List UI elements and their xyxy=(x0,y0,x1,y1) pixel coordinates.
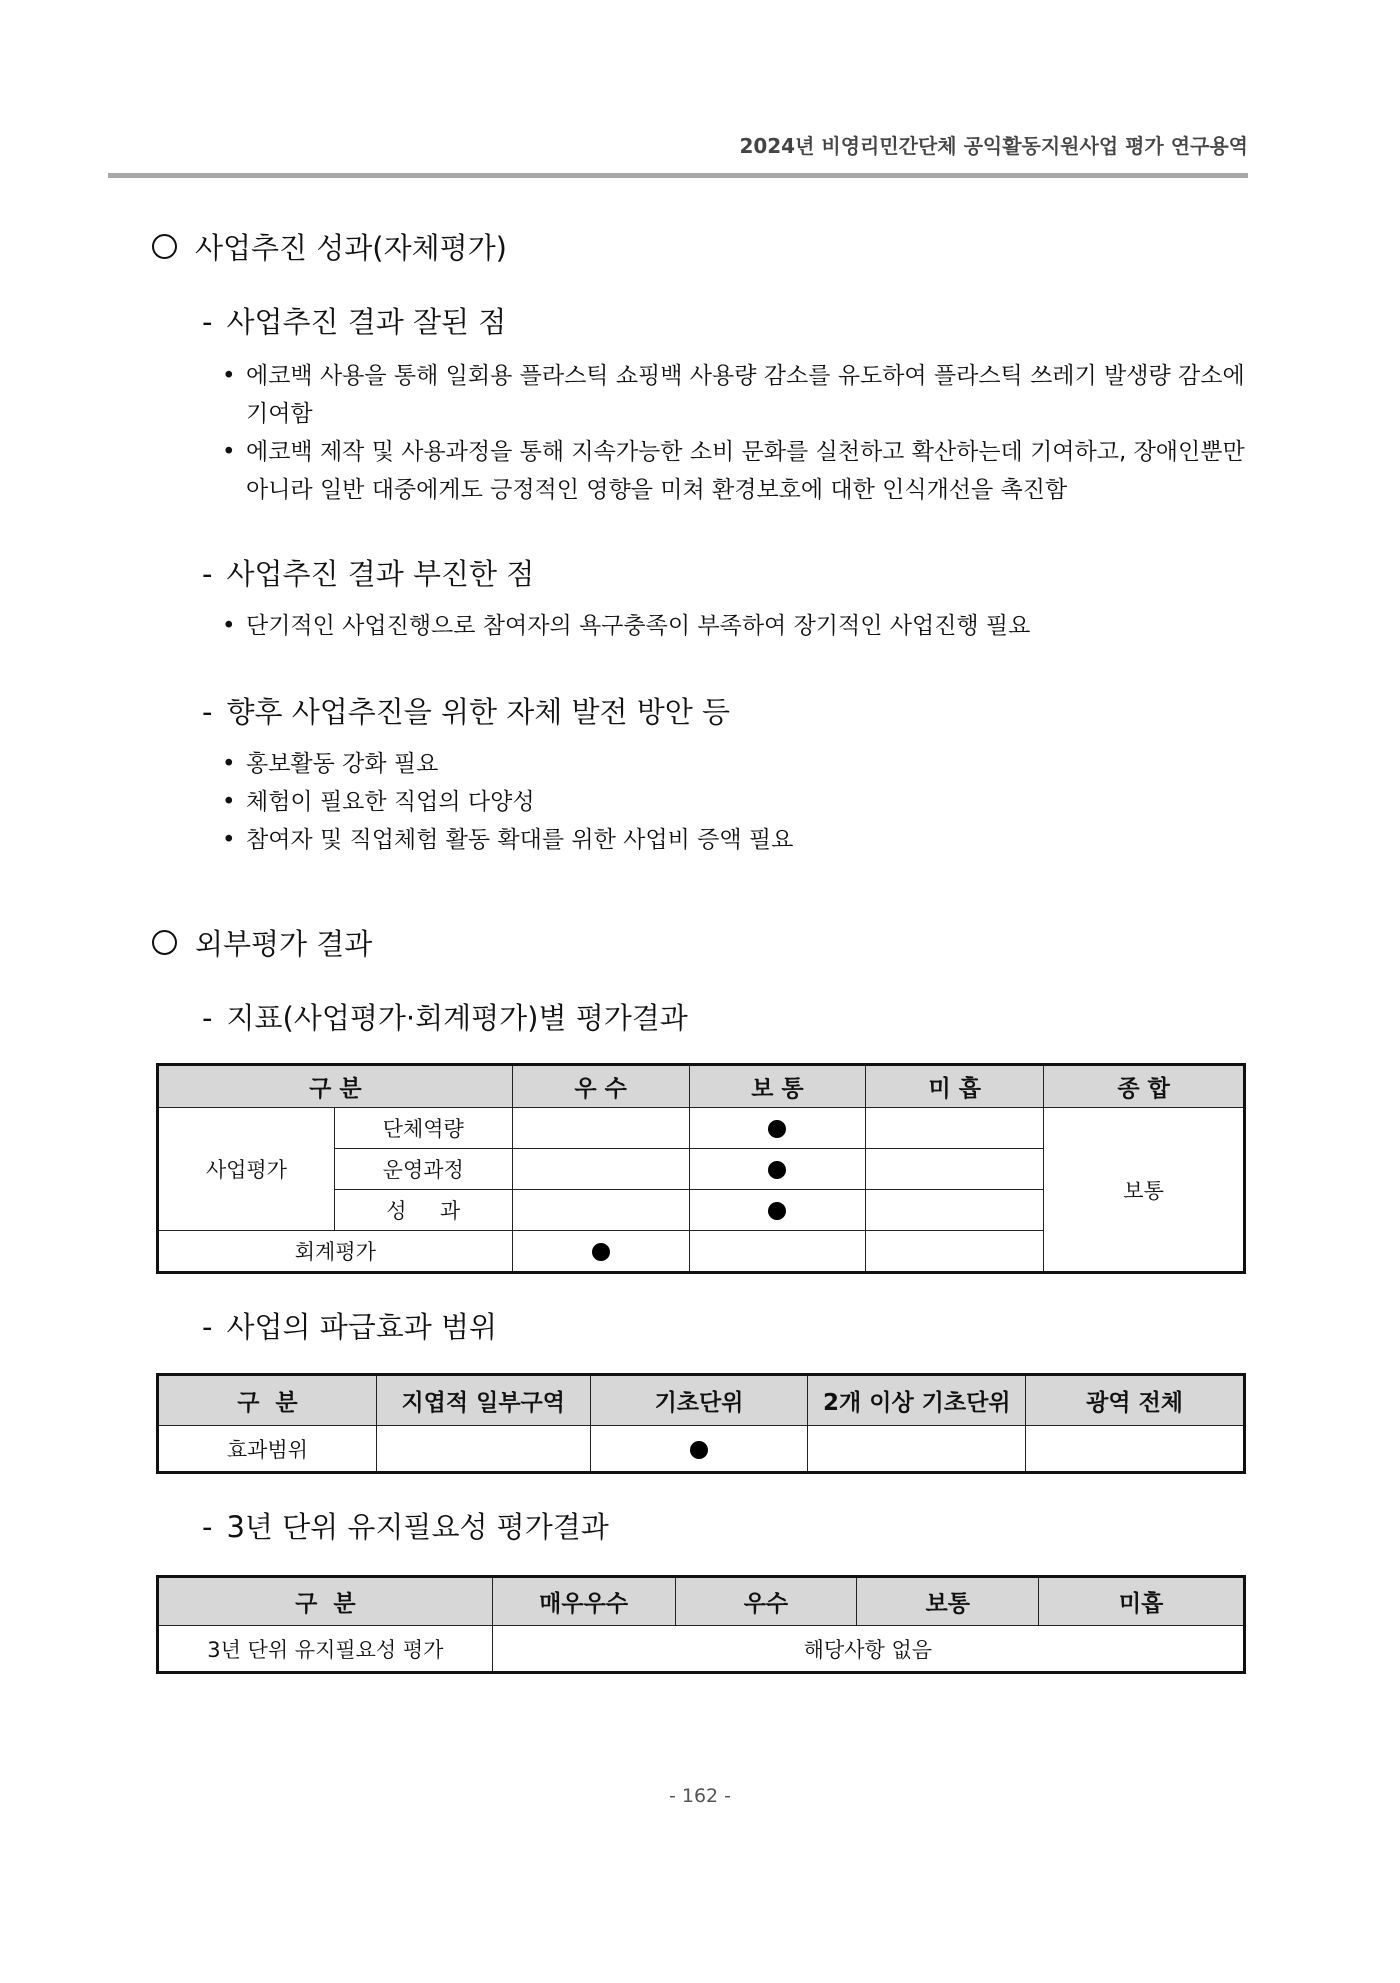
header-excellent: 우수 xyxy=(675,1578,857,1626)
header-category: 구 분 xyxy=(159,1376,377,1426)
header-normal: 보 통 xyxy=(689,1066,866,1108)
subheading-indicator-results xyxy=(202,996,688,1037)
bullet-icon: • xyxy=(222,363,236,389)
bullet-icon: • xyxy=(222,789,236,815)
section-title: 사업추진 성과(자체평가) xyxy=(195,231,507,265)
table-row xyxy=(159,1626,1244,1672)
subheading-maintenance-necessity xyxy=(202,1505,609,1546)
dash-marker: - xyxy=(202,695,213,729)
header-metropolitan: 광역 전체 xyxy=(1026,1376,1244,1426)
subheading-title: 사업추진 결과 부진한 점 xyxy=(226,557,535,591)
header-normal: 보통 xyxy=(857,1578,1039,1626)
header-category: 구 분 xyxy=(159,1578,493,1626)
cell-local-area xyxy=(376,1426,590,1472)
bullet-icon: • xyxy=(222,751,236,777)
list-item: • 참여자 및 직업체험 활동 확대를 위한 사업비 증액 필요 xyxy=(222,821,1262,859)
header-rule xyxy=(108,173,1248,178)
row-value: 해당사항 없음 xyxy=(492,1626,1243,1672)
cell-basic-unit xyxy=(590,1426,808,1472)
table-header-row xyxy=(159,1066,1244,1108)
maintenance-necessity-table xyxy=(158,1577,1244,1672)
cell-multi-basic-unit xyxy=(808,1426,1026,1472)
header-local-area: 지엽적 일부구역 xyxy=(376,1376,590,1426)
circle-bullet-icon xyxy=(152,234,177,259)
cell-normal xyxy=(689,1108,866,1149)
dash-marker: - xyxy=(202,1310,213,1344)
dash-marker: - xyxy=(202,305,213,339)
dash-marker: - xyxy=(202,1510,213,1544)
row-label: 단체역량 xyxy=(334,1108,512,1149)
row-label: 성 과 xyxy=(334,1190,512,1231)
subheading-title: 지표(사업평가·회계평가)별 평가결과 xyxy=(226,1001,688,1035)
subheading-weak-points xyxy=(202,552,534,593)
list-item: • 단기적인 사업진행으로 참여자의 욕구충족이 부족하여 장기적인 사업진행 필요 xyxy=(222,607,1262,645)
header-poor: 미 흡 xyxy=(866,1066,1044,1108)
good-points-list xyxy=(222,357,1262,509)
row-label: 운영과정 xyxy=(334,1149,512,1190)
subheading-development-plan xyxy=(202,690,730,731)
row-label: 3년 단위 유지필요성 평가 xyxy=(159,1626,493,1672)
list-item: • 에코백 사용을 통해 일회용 플라스틱 쇼핑백 사용량 감소를 유도하여 플라스틱 쓰레기 발생량 감소에 기여함 xyxy=(222,357,1262,433)
cell-excellent xyxy=(512,1231,689,1272)
weak-points-list xyxy=(222,607,1262,645)
subheading-title: 사업의 파급효과 범위 xyxy=(226,1310,498,1344)
group-label: 사업평가 xyxy=(159,1108,335,1231)
section-heading-external-evaluation xyxy=(152,922,372,963)
cell-excellent xyxy=(512,1108,689,1149)
cell-poor xyxy=(866,1108,1044,1149)
section-title: 외부평가 결과 xyxy=(195,927,373,961)
circle-bullet-icon xyxy=(152,930,177,955)
cell-excellent xyxy=(512,1190,689,1231)
subheading-title: 3년 단위 유지필요성 평가결과 xyxy=(226,1510,609,1544)
cell-normal xyxy=(689,1231,866,1272)
subheading-title: 향후 사업추진을 위한 자체 발전 방안 등 xyxy=(226,695,731,729)
row-label: 효과범위 xyxy=(159,1426,377,1472)
table-row xyxy=(159,1426,1244,1472)
subheading-impact-scope xyxy=(202,1305,497,1346)
header-multi-basic-unit: 2개 이상 기초단위 xyxy=(808,1376,1026,1426)
dash-marker: - xyxy=(202,1001,213,1035)
section-heading-self-evaluation xyxy=(152,226,507,267)
header-poor: 미흡 xyxy=(1039,1578,1244,1626)
header-basic-unit: 기초단위 xyxy=(590,1376,808,1426)
overall-value: 보통 xyxy=(1044,1108,1244,1272)
subheading-good-points xyxy=(202,300,506,341)
filled-circle-mark-icon xyxy=(690,1441,708,1459)
header-category: 구 분 xyxy=(159,1066,513,1108)
filled-circle-mark-icon xyxy=(768,1202,786,1220)
development-plan-list xyxy=(222,745,1262,859)
cell-poor xyxy=(866,1231,1044,1272)
bullet-icon: • xyxy=(222,613,236,639)
bullet-icon: • xyxy=(222,439,236,465)
cell-metropolitan xyxy=(1026,1426,1244,1472)
list-item: • 에코백 제작 및 사용과정을 통해 지속가능한 소비 문화를 실천하고 확산하는데 기여하고, 장애인뿐만 아니라 일반 대중에게도 긍정적인 영향을 미쳐 환경보호에 대한 인식개선을 촉진함 xyxy=(222,433,1262,509)
row-label: 회계평가 xyxy=(159,1231,513,1272)
header-overall: 종 합 xyxy=(1044,1066,1244,1108)
page-header: 2024년 비영리민간단체 공익활동지원사업 평가 연구용역 xyxy=(739,134,1248,158)
list-item: • 홍보활동 강화 필요 xyxy=(222,745,1262,783)
cell-normal xyxy=(689,1190,866,1231)
cell-excellent xyxy=(512,1149,689,1190)
filled-circle-mark-icon xyxy=(768,1161,786,1179)
table-header-row xyxy=(159,1578,1244,1626)
page-number: - 162 - xyxy=(668,1785,732,1807)
subheading-title: 사업추진 결과 잘된 점 xyxy=(226,305,507,339)
filled-circle-mark-icon xyxy=(768,1120,786,1138)
bullet-icon: • xyxy=(222,827,236,853)
table-header-row xyxy=(159,1376,1244,1426)
dash-marker: - xyxy=(202,557,213,591)
impact-scope-table xyxy=(158,1375,1244,1472)
cell-poor xyxy=(866,1190,1044,1231)
table-row xyxy=(159,1108,1244,1149)
list-item: • 체험이 필요한 직업의 다양성 xyxy=(222,783,1262,821)
header-excellent: 우 수 xyxy=(512,1066,689,1108)
header-very-excellent: 매우우수 xyxy=(492,1578,675,1626)
cell-normal xyxy=(689,1149,866,1190)
cell-poor xyxy=(866,1149,1044,1190)
filled-circle-mark-icon xyxy=(592,1243,610,1261)
indicator-results-table xyxy=(158,1065,1244,1272)
